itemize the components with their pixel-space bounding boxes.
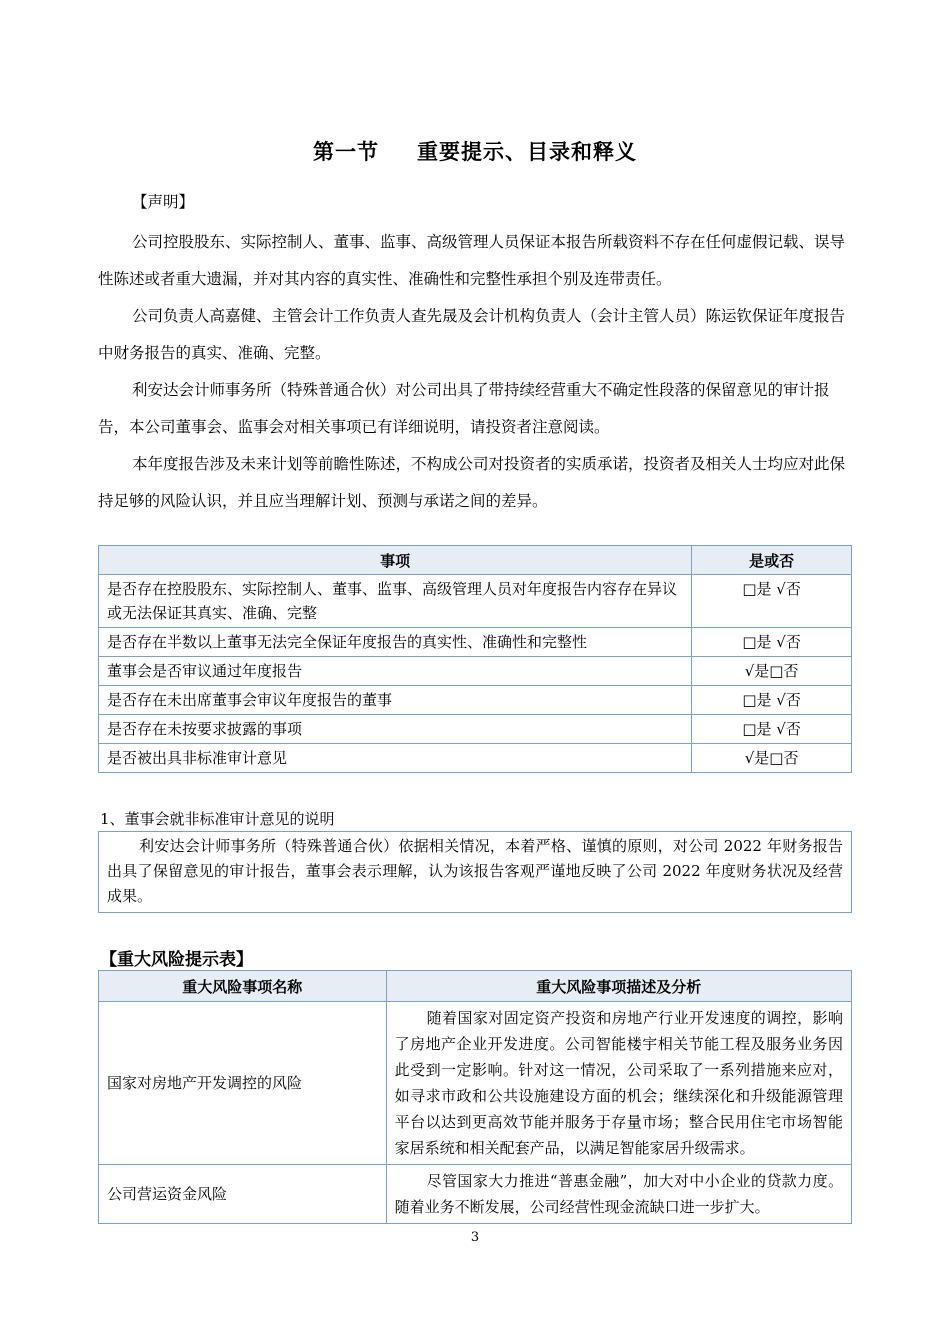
matter-cell: 是否被出具非标准审计意见 (99, 744, 692, 773)
risk-description-cell: 随着国家对固定资产投资和房地产行业开发速度的调控，影响了房地产企业开发进度。公司智能楼宇相关节能工程及服务业务因此受到一定影响。针对这一情况，公司采取了一系列措施来应对，如寻求市政和公共设施建设方面的机会；继续深化和升级能源管理平台以达到更高效节能并服务于存量市场；整合民用住宅市场智能家居系统和相关配套产品，以满足智能家居升级需求。 (386, 1002, 851, 1165)
table-row (99, 715, 852, 744)
declaration-label: 【声明】 (132, 193, 195, 211)
risk-description-cell: 尽管国家大力推进“普惠金融”，加大对中小企业的贷款力度。随着业务不断发展，公司经营性现金流缺口进一步扩大。 (386, 1165, 851, 1224)
checkbox-answer: □是 √否 (692, 686, 852, 715)
table-row (99, 657, 852, 686)
table-row (99, 1165, 852, 1224)
matter-cell: 是否存在控股股东、实际控制人、董事、监事、高级管理人员对年度报告内容存在异议或无法保证其真实、准确、完整 (99, 575, 692, 628)
risk-table-header (99, 971, 852, 1002)
matter-cell: 是否存在未按要求披露的事项 (99, 715, 692, 744)
table-row (99, 1002, 852, 1165)
matter-cell: 是否存在半数以上董事无法完全保证年度报告的真实性、准确性和完整性 (99, 628, 692, 657)
table-row (99, 628, 852, 657)
header-yes-no: 是或否 (692, 546, 852, 575)
header-risk-description: 重大风险事项描述及分析 (386, 971, 851, 1002)
header-risk-name: 重大风险事项名称 (99, 971, 387, 1002)
checkbox-answer: √是□否 (692, 657, 852, 686)
section-title (0, 136, 950, 166)
checkbox-answer: □是 √否 (692, 715, 852, 744)
paragraph-forward-looking: 本年度报告涉及未来计划等前瞻性陈述，不构成公司对投资者的实质承诺，投资者及相关人士均应对此保持足够的风险认识，并且应当理解计划、预测与承诺之间的差异。 (98, 455, 846, 510)
section-number: 第一节 (313, 140, 379, 164)
board-explanation-heading: 1、董事会就非标准审计意见的说明 (100, 810, 335, 828)
table-row (99, 575, 852, 628)
paragraph-audit-opinion: 利安达会计师事务所（特殊普通合伙）对公司出具了带持续经营重大不确定性段落的保留意见的审计报告，本公司董事会、监事会对相关事项已有详细说明，请投资者注意阅读。 (98, 381, 830, 436)
checkbox-answer: □是 √否 (692, 575, 852, 628)
risk-table-title: 【重大风险提示表】 (100, 950, 253, 970)
matters-table-header (99, 546, 852, 575)
table-row (99, 686, 852, 715)
page-number: 3 (470, 1230, 480, 1245)
checkbox-answer: □是 √否 (692, 628, 852, 657)
paragraph-guarantee: 公司控股股东、实际控制人、董事、监事、高级管理人员保证本报告所载资料不存在任何虚假记载、误导性陈述或者重大遗漏，并对其内容的真实性、准确性和完整性承担个别及连带责任。 (98, 233, 846, 288)
risk-table (98, 970, 852, 1224)
matter-cell: 董事会是否审议通过年度报告 (99, 657, 692, 686)
matter-cell: 是否存在未出席董事会审议年度报告的董事 (99, 686, 692, 715)
risk-name-cell: 国家对房地产开发调控的风险 (99, 1002, 387, 1165)
board-explanation-box: 利安达会计师事务所（特殊普通合伙）依据相关情况，本着严格、谨慎的原则，对公司 2022 年财务报告出具了保留意见的审计报告，董事会表示理解，认为该报告客观严谨地反映了公司 2022 年度财务状况及经营成果。 (98, 831, 852, 913)
risk-name-cell: 公司营运资金风险 (99, 1165, 387, 1224)
paragraph-responsible-persons: 公司负责人高嘉健、主管会计工作负责人查先晟及会计机构负责人（会计主管人员）陈运钦保证年度报告中财务报告的真实、准确、完整。 (98, 307, 846, 362)
matters-table (98, 545, 852, 773)
checkbox-answer: √是□否 (692, 744, 852, 773)
table-row (99, 744, 852, 773)
section-name: 重要提示、目录和释义 (417, 140, 637, 164)
header-matter: 事项 (99, 546, 692, 575)
